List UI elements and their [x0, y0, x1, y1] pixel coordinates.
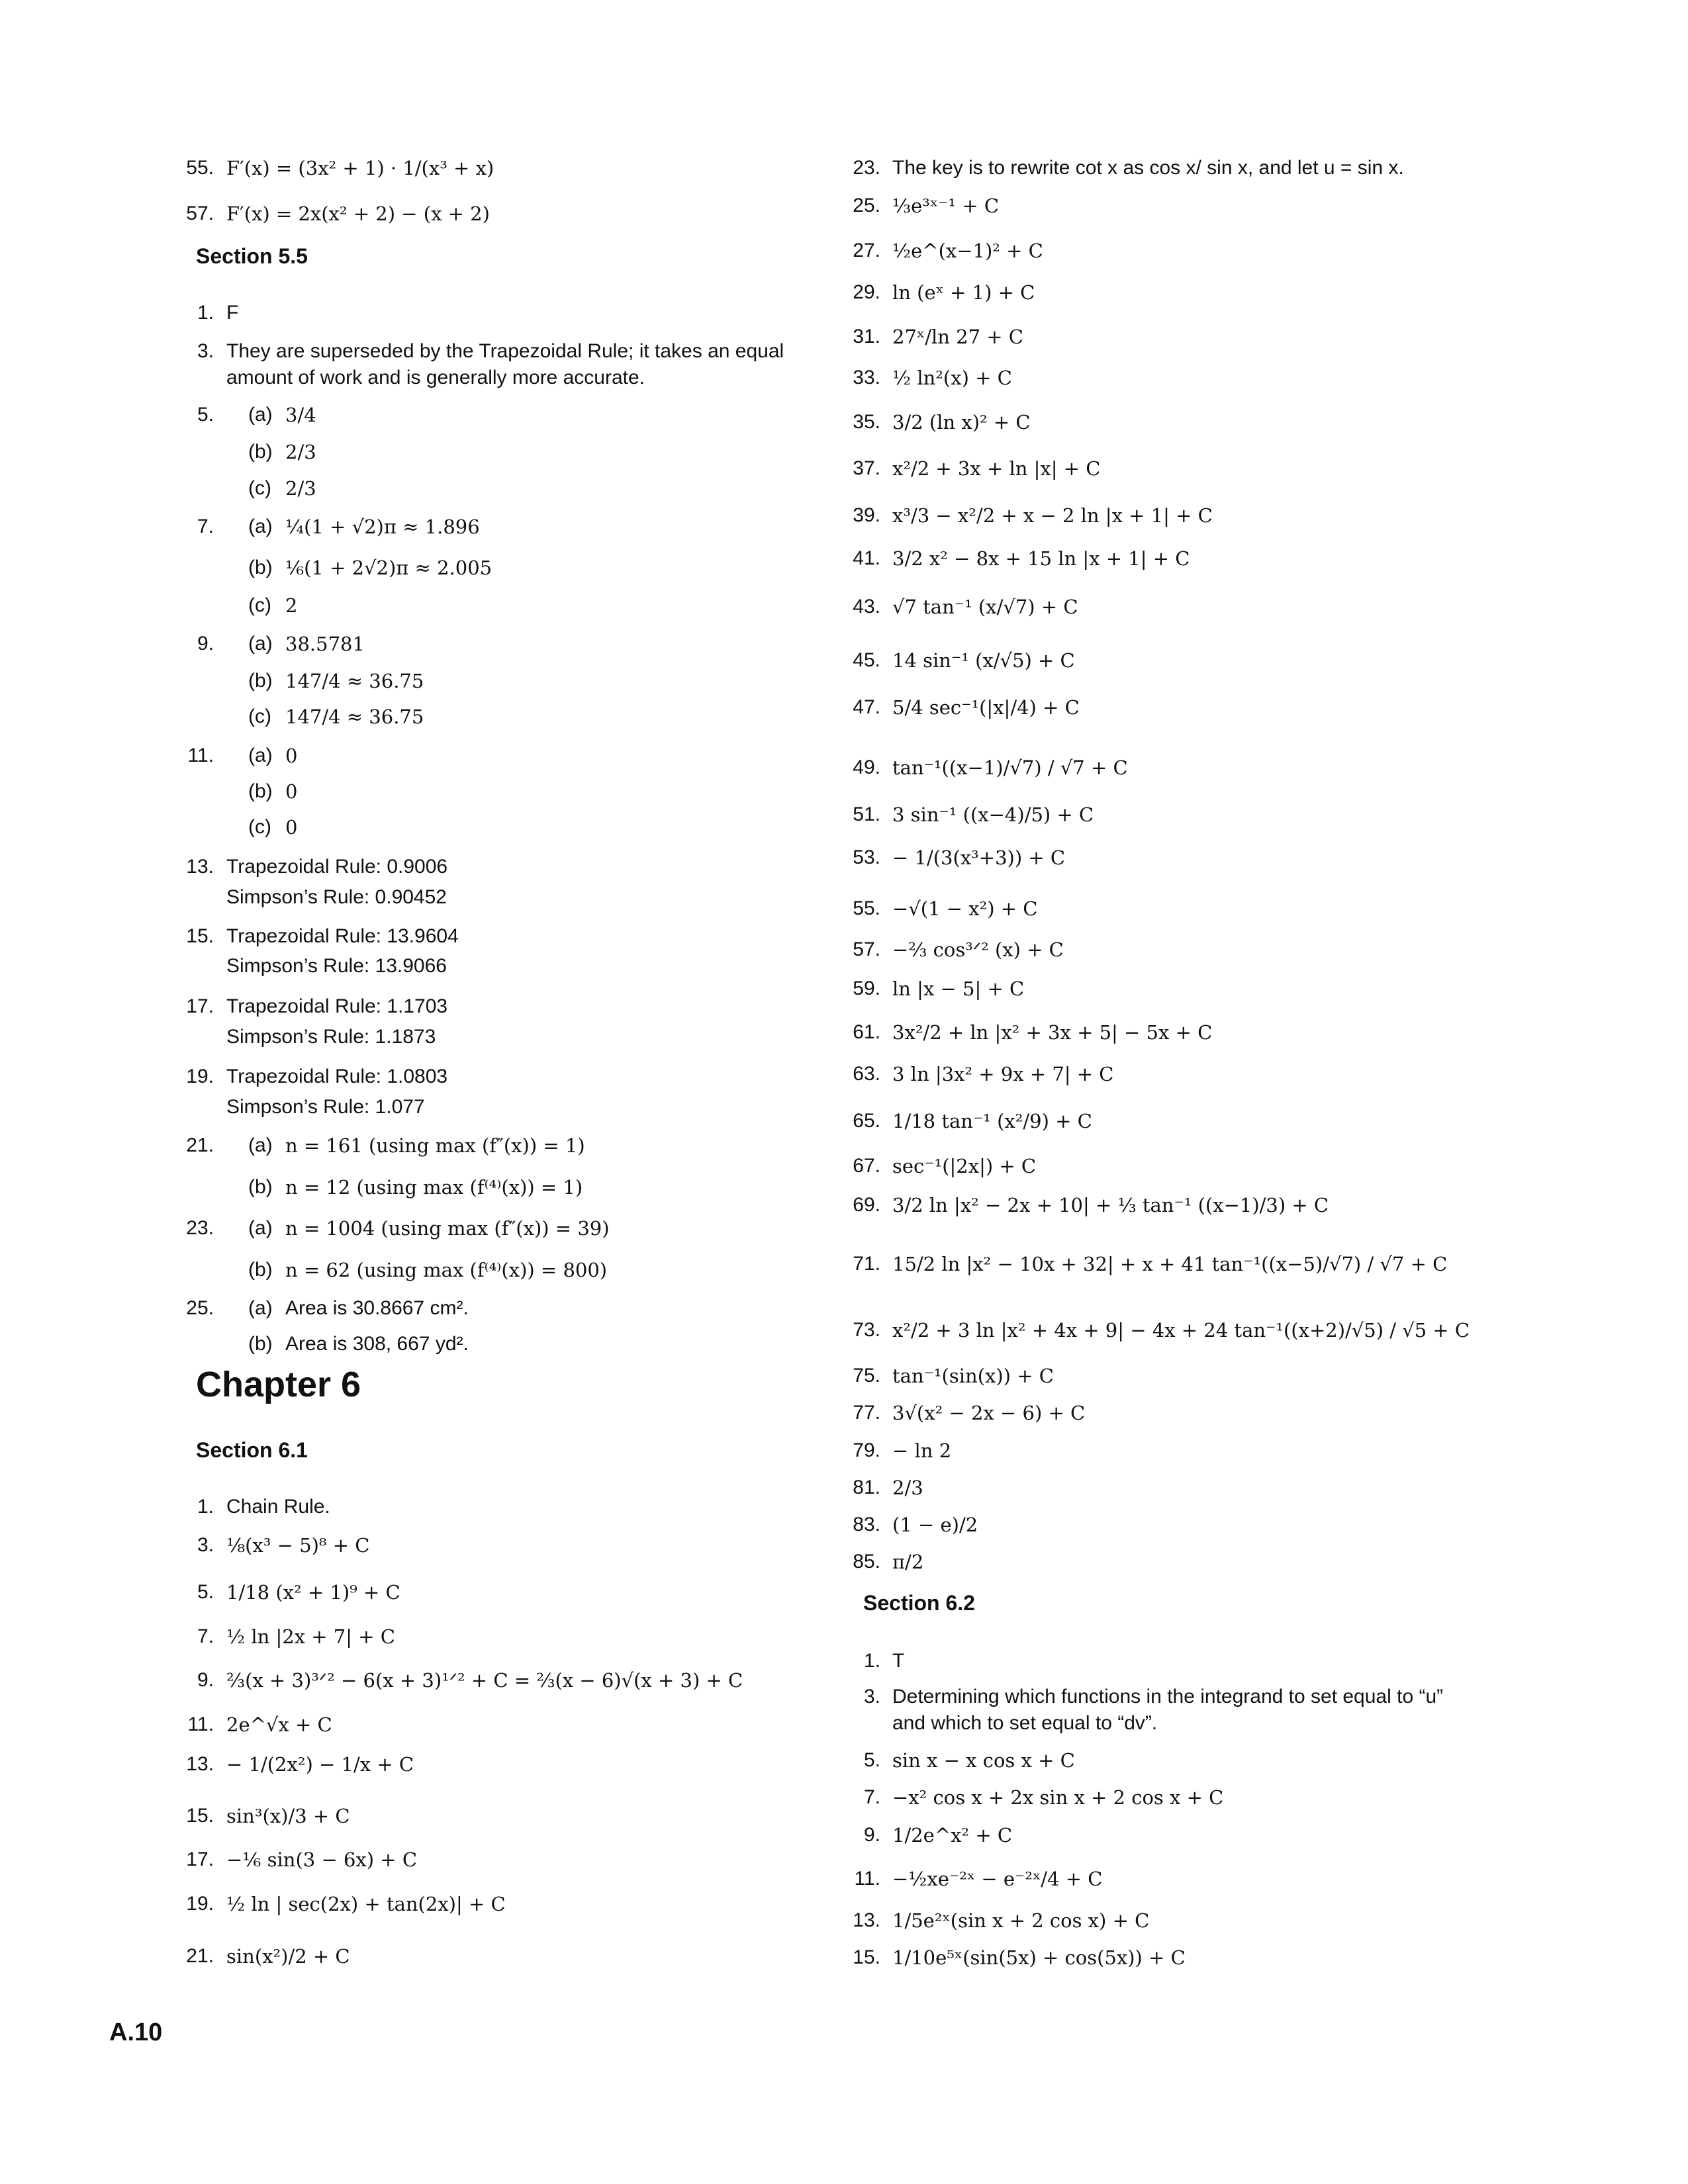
exercise-number: 55. [186, 157, 214, 179]
exercise-number: 53. [853, 846, 880, 868]
answer-expression: 0 [285, 816, 298, 839]
exercise-number: 3. [197, 340, 214, 362]
exercise-number: 5. [863, 1749, 880, 1771]
exercise-number: 5. [197, 1581, 214, 1603]
exercise-number: 67. [853, 1155, 880, 1177]
exercise-number: 7. [863, 1786, 880, 1808]
answer-expression: 14 sin⁻¹ (x/√5) + C [892, 649, 1075, 672]
answer-expression: 3 ln |3x² + 9x + 7| + C [892, 1063, 1114, 1085]
exercise-number: 39. [853, 504, 880, 526]
answer-expression: ln (eˣ + 1) + C [892, 281, 1035, 304]
answer-expression: −⅔ cos³ᐟ² (x) + C [892, 938, 1064, 961]
part-label: (a) [248, 1134, 273, 1156]
answer-expression: sin(x²)/2 + C [226, 1945, 350, 1968]
answer-text: Simpson’s Rule: 13.9066 [226, 955, 447, 977]
exercise-number: 79. [853, 1439, 880, 1461]
answer-text: Simpson’s Rule: 1.1873 [226, 1026, 436, 1048]
answer-text: T [892, 1650, 905, 1672]
exercise-number: 15. [853, 1946, 880, 1968]
answer-expression: tan⁻¹(sin(x)) + C [892, 1365, 1054, 1387]
answer-expression: 1/10e⁵ˣ(sin(5x) + cos(5x)) + C [892, 1946, 1186, 1969]
exercise-number: 7. [197, 1625, 214, 1647]
exercise-number: 17. [186, 995, 214, 1017]
answer-expression: x²/2 + 3 ln |x² + 4x + 9| − 4x + 24 tan⁻¹((x+2)/√5) / √5 + C [892, 1319, 1470, 1342]
exercise-number: 57. [186, 203, 214, 224]
exercise-number: 7. [197, 516, 214, 537]
answer-expression: −x² cos x + 2x sin x + 2 cos x + C [892, 1786, 1224, 1809]
answer-expression: 1/5e²ˣ(sin x + 2 cos x) + C [892, 1909, 1150, 1932]
answer-expression: ¼(1 + √2)π ≈ 1.896 [285, 516, 480, 538]
answer-expression: ½ ln |2x + 7| + C [226, 1625, 395, 1648]
answer-expression: F′(x) = (3x² + 1) · 1/(x³ + x) [226, 157, 494, 179]
answer-expression: ½ ln | sec(2x) + tan(2x)| + C [226, 1893, 506, 1915]
answer-expression: sin³(x)/3 + C [226, 1805, 350, 1827]
answer-text: amount of work and is generally more accurate. [226, 367, 645, 388]
exercise-number: 29. [853, 281, 880, 303]
exercise-number: 57. [853, 938, 880, 960]
exercise-number: 25. [186, 1297, 214, 1319]
exercise-number: 45. [853, 649, 880, 671]
answer-expression: − 1/(2x²) − 1/x + C [226, 1753, 414, 1776]
exercise-number: 59. [853, 978, 880, 999]
exercise-number: 51. [853, 803, 880, 825]
answer-expression: 3 sin⁻¹ ((x−4)/5) + C [892, 803, 1094, 826]
part-label: (a) [248, 516, 273, 537]
exercise-number: 37. [853, 457, 880, 479]
exercise-number: 23. [853, 157, 880, 179]
part-label: (a) [248, 633, 273, 655]
answer-expression: 1/2e^x² + C [892, 1824, 1013, 1846]
part-label: (b) [248, 441, 273, 463]
part-label: (a) [248, 404, 273, 426]
exercise-number: 71. [853, 1253, 880, 1275]
part-label: (c) [248, 477, 271, 499]
answer-expression: ½ ln²(x) + C [892, 367, 1012, 389]
answer-expression: 38.5781 [285, 633, 365, 655]
exercise-number: 3. [863, 1686, 880, 1707]
answer-expression: 2 [285, 594, 298, 617]
exercise-number: 9. [863, 1824, 880, 1846]
part-label: (c) [248, 705, 271, 727]
part-label: (a) [248, 1297, 273, 1319]
answer-expression: 3/2 x² − 8x + 15 ln |x + 1| + C [892, 547, 1190, 570]
answer-expression: ½e^(x−1)² + C [892, 240, 1043, 262]
exercise-number: 69. [853, 1194, 880, 1216]
exercise-number: 9. [197, 1669, 214, 1691]
exercise-number: 33. [853, 367, 880, 388]
answer-expression: π/2 [892, 1551, 924, 1573]
exercise-number: 1. [197, 302, 214, 324]
section-heading: Section 5.5 [196, 244, 308, 268]
exercise-number: 61. [853, 1021, 880, 1043]
answer-expression: 2e^√x + C [226, 1713, 332, 1736]
answer-text: Trapezoidal Rule: 0.9006 [226, 856, 448, 878]
answer-text: Determining which functions in the integrand to set equal to “u” [892, 1686, 1444, 1707]
answer-text: Chain Rule. [226, 1496, 330, 1518]
answer-expression: 147/4 ≈ 36.75 [285, 670, 424, 692]
exercise-number: 13. [853, 1909, 880, 1931]
answer-text: Trapezoidal Rule: 1.1703 [226, 995, 448, 1017]
answer-text: The key is to rewrite cot x as cos x/ sin x, and let u = sin x. [892, 157, 1404, 179]
exercise-number: 17. [186, 1848, 214, 1870]
exercise-number: 77. [853, 1402, 880, 1424]
exercise-number: 63. [853, 1063, 880, 1085]
answer-text: Simpson’s Rule: 0.90452 [226, 886, 447, 908]
exercise-number: 21. [186, 1945, 214, 1967]
answer-expression: F′(x) = 2x(x² + 2) − (x + 2) [226, 203, 490, 225]
answer-expression: n = 12 (using max (f⁽⁴⁾(x)) = 1) [285, 1176, 583, 1199]
answer-expression: ⅛(x³ − 5)⁸ + C [226, 1534, 370, 1557]
answer-expression: 1/18 (x² + 1)⁹ + C [226, 1581, 400, 1604]
exercise-number: 13. [186, 1753, 214, 1775]
answer-expression: 1/18 tan⁻¹ (x²/9) + C [892, 1110, 1092, 1132]
answer-expression: 3√(x² − 2x − 6) + C [892, 1402, 1086, 1424]
answer-expression: sin x − x cos x + C [892, 1749, 1075, 1772]
page-number: A.10 [109, 2019, 163, 2046]
exercise-number: 21. [186, 1134, 214, 1156]
exercise-number: 11. [187, 745, 214, 766]
answer-text: Area is 308, 667 yd². [285, 1333, 469, 1355]
answer-expression: −½xe⁻²ˣ − e⁻²ˣ/4 + C [892, 1868, 1103, 1890]
answer-expression: ⅙(1 + 2√2)π ≈ 2.005 [285, 557, 492, 579]
answer-expression: n = 62 (using max (f⁽⁴⁾(x)) = 800) [285, 1259, 608, 1281]
answer-expression: n = 1004 (using max (f″(x)) = 39) [285, 1217, 610, 1240]
exercise-number: 19. [186, 1893, 214, 1915]
answer-expression: 2/3 [285, 477, 316, 500]
answer-expression: tan⁻¹((x−1)/√7) / √7 + C [892, 756, 1128, 779]
answer-text: and which to set equal to “dv”. [892, 1712, 1158, 1734]
exercise-number: 41. [853, 547, 880, 569]
answer-expression: 3/2 (ln x)² + C [892, 411, 1031, 433]
exercise-number: 27. [853, 240, 880, 261]
answer-expression: (1 − e)/2 [892, 1514, 978, 1536]
exercise-number: 25. [853, 195, 880, 216]
exercise-number: 49. [853, 756, 880, 778]
exercise-number: 15. [186, 1805, 214, 1827]
answer-expression: 27ˣ/ln 27 + C [892, 326, 1023, 348]
part-label: (b) [248, 1176, 273, 1198]
answer-expression: sec⁻¹(|2x|) + C [892, 1155, 1037, 1177]
exercise-number: 9. [197, 633, 214, 655]
exercise-number: 1. [197, 1496, 214, 1518]
exercise-number: 43. [853, 596, 880, 617]
exercise-number: 3. [197, 1534, 214, 1556]
exercise-number: 85. [853, 1551, 880, 1572]
answer-text: They are superseded by the Trapezoidal Rule; it takes an equal [226, 340, 784, 362]
exercise-number: 1. [863, 1650, 880, 1672]
answer-expression: ln |x − 5| + C [892, 978, 1025, 1000]
answer-expression: n = 161 (using max (f″(x)) = 1) [285, 1134, 585, 1157]
exercise-number: 65. [853, 1110, 880, 1132]
answer-expression: x²/2 + 3x + ln |x| + C [892, 457, 1101, 480]
answer-expression: −⅙ sin(3 − 6x) + C [226, 1848, 418, 1871]
answer-expression: − 1/(3(x³+3)) + C [892, 846, 1066, 869]
exercise-number: 11. [854, 1868, 880, 1889]
chapter-title: Chapter 6 [196, 1365, 361, 1404]
part-label: (b) [248, 780, 273, 802]
answer-expression: 2/3 [285, 441, 316, 463]
answer-expression: 0 [285, 780, 298, 803]
answer-expression: 147/4 ≈ 36.75 [285, 705, 424, 728]
exercise-number: 19. [186, 1066, 214, 1087]
exercise-number: 55. [853, 897, 880, 919]
answer-expression: 3/2 ln |x² − 2x + 10| + ⅓ tan⁻¹ ((x−1)/3) + C [892, 1194, 1329, 1216]
part-label: (c) [248, 816, 271, 838]
answer-expression: −√(1 − x²) + C [892, 897, 1038, 920]
answer-expression: 3x²/2 + ln |x² + 3x + 5| − 5x + C [892, 1021, 1213, 1044]
section-heading: Section 6.1 [196, 1438, 308, 1462]
answer-expression: 2/3 [892, 1477, 923, 1499]
part-label: (a) [248, 745, 273, 766]
part-label: (a) [248, 1217, 273, 1239]
answer-text: Area is 30.8667 cm². [285, 1297, 469, 1319]
exercise-number: 75. [853, 1365, 880, 1387]
answer-expression: ⅔(x + 3)³ᐟ² − 6(x + 3)¹ᐟ² + C = ⅔(x − 6)√(x + 3) + C [226, 1669, 743, 1692]
part-label: (b) [248, 1333, 273, 1355]
answer-expression: ⅓e³ˣ⁻¹ + C [892, 195, 1000, 217]
answer-expression: √7 tan⁻¹ (x/√7) + C [892, 596, 1078, 618]
exercise-number: 13. [186, 856, 214, 878]
exercise-number: 81. [853, 1477, 880, 1498]
answer-text: Simpson’s Rule: 1.077 [226, 1096, 425, 1118]
part-label: (b) [248, 1259, 273, 1281]
exercise-number: 73. [853, 1319, 880, 1341]
exercise-number: 47. [853, 696, 880, 718]
answer-expression: − ln 2 [892, 1439, 952, 1462]
answer-expression: x³/3 − x²/2 + x − 2 ln |x + 1| + C [892, 504, 1213, 527]
exercise-number: 35. [853, 411, 880, 433]
answer-text: F [226, 302, 239, 324]
answer-text: Trapezoidal Rule: 13.9604 [226, 925, 459, 947]
section-heading: Section 6.2 [863, 1591, 975, 1615]
answer-expression: 3/4 [285, 404, 316, 426]
exercise-number: 11. [187, 1713, 214, 1735]
exercise-number: 15. [186, 925, 214, 947]
exercise-number: 83. [853, 1514, 880, 1535]
answer-text: Trapezoidal Rule: 1.0803 [226, 1066, 448, 1087]
answer-expression: 5/4 sec⁻¹(|x|/4) + C [892, 696, 1080, 719]
exercise-number: 23. [186, 1217, 214, 1239]
part-label: (b) [248, 557, 273, 578]
answer-expression: 0 [285, 745, 298, 767]
part-label: (c) [248, 594, 271, 616]
answer-expression: 15/2 ln |x² − 10x + 32| + x + 41 tan⁻¹((x−5)/√7) / √7 + C [892, 1253, 1448, 1275]
exercise-number: 31. [853, 326, 880, 347]
exercise-number: 5. [197, 404, 214, 426]
part-label: (b) [248, 670, 273, 692]
